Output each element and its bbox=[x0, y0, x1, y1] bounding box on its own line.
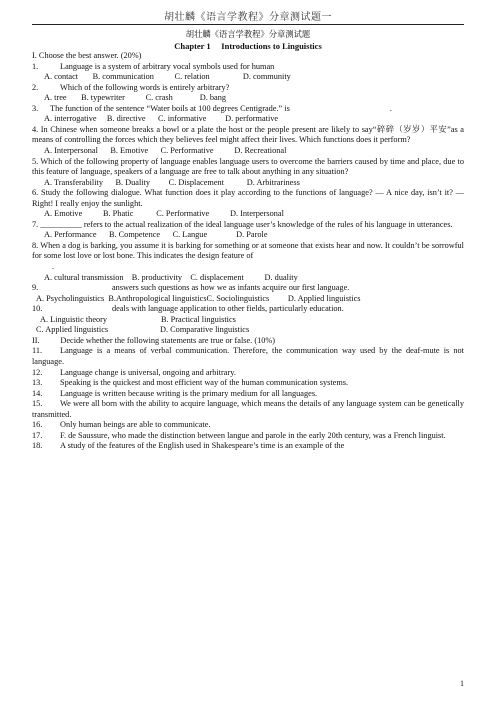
true-false-item bbox=[32, 368, 464, 379]
item-number: 17. bbox=[32, 430, 43, 440]
item-number: 12. bbox=[32, 367, 43, 377]
question-1 bbox=[32, 62, 464, 73]
question-number: 9. bbox=[32, 283, 39, 293]
item-text: Language is written because writing is the primary medium for all languages. bbox=[60, 388, 318, 398]
item-text: We were all born with the ability to acquire language, which means the details of any language system can be genetically transmitted. bbox=[32, 399, 464, 419]
true-false-list bbox=[32, 346, 464, 451]
question-2 bbox=[32, 83, 464, 94]
section-2-heading: II. Decide whether the following statements are true or false. (10%) bbox=[32, 335, 276, 345]
question-1-options: A. contact B. communication C. relation D. community bbox=[44, 72, 291, 82]
question-tail: . bbox=[389, 103, 392, 113]
question-3-options: A. interrogative B. directive C. informative D. performative bbox=[44, 114, 279, 124]
page-body bbox=[32, 30, 464, 452]
running-header: 胡壮麟《语言学教程》分章测试题一 bbox=[164, 12, 332, 23]
item-number: 11. bbox=[32, 346, 43, 356]
question-2-options: A. tree B. typewriter C. crash D. bang bbox=[44, 93, 227, 103]
chapter-heading: Chapter 1 Introductions to Linguistics bbox=[174, 40, 322, 51]
section-1-heading: I. Choose the best answer. (20%) bbox=[32, 51, 142, 61]
page-number: 1 bbox=[460, 679, 464, 688]
document-title: 胡壮麟《语言学教程》分章测试题 bbox=[185, 30, 311, 39]
question-5: 5. Which of the following property of language enables language users to overcome the barriers caused by time and place, due to this feature of language, speakers of a language are free to talk about anything in any situation? bbox=[32, 156, 464, 177]
true-false-item bbox=[32, 346, 464, 367]
true-false-item bbox=[32, 441, 464, 452]
question-8-options: A. cultural transmission B. productivity C. displacement D. duality bbox=[44, 272, 298, 282]
item-text: F. de Saussure, who made the distinction between langue and parole in the early 20th century, was a French linguist. bbox=[60, 430, 446, 440]
question-7: 7. __________ refers to the actual realization of the ideal language user’s knowledge of the rules of his language in utterances. bbox=[32, 219, 453, 229]
true-false-item bbox=[32, 378, 464, 389]
question-8: 8. When a dog is barking, you assume it is barking for something or at someone that exists hear and now. It couldn’t be sorrowful for some lost love or lost bone. This indicates the design feature of bbox=[32, 240, 464, 261]
question-number: 10. bbox=[32, 304, 43, 314]
question-9 bbox=[32, 283, 464, 294]
question-3 bbox=[32, 104, 464, 115]
question-text: answers such questions as how we as infants acquire our first language. bbox=[112, 283, 350, 293]
question-7-options: A. Performance B. Competence C. Langue D. Parole bbox=[44, 230, 268, 240]
question-number: 2. bbox=[32, 82, 39, 92]
question-6-options: A. Emotive B. Phatic C. Performative D. Interpersonal bbox=[44, 209, 284, 219]
item-text: A study of the features of the English used in Shakespeare’s time is an example of the bbox=[60, 441, 345, 451]
item-number: 13. bbox=[32, 378, 43, 388]
question-10 bbox=[32, 304, 464, 315]
question-number: 1. bbox=[32, 61, 39, 71]
question-text: Which of the following words is entirely arbitrary? bbox=[60, 82, 230, 92]
true-false-item bbox=[32, 420, 464, 431]
true-false-item bbox=[32, 431, 464, 442]
question-text: Language is a system of arbitrary vocal symbols used for human bbox=[60, 61, 275, 71]
item-text: Speaking is the quickest and most efficient way of the human communication systems. bbox=[60, 378, 349, 388]
question-10-options-row1: A. Linguistic theory B. Practical linguistics bbox=[40, 314, 236, 324]
true-false-item bbox=[32, 399, 464, 420]
question-8-tail: . bbox=[52, 262, 55, 272]
question-text: The function of the sentence “Water boils at 100 degrees Centigrade.” is bbox=[50, 103, 290, 113]
question-text: deals with language application to other fields, particularly education. bbox=[112, 304, 344, 314]
true-false-item bbox=[32, 389, 464, 400]
item-text: Only human beings are able to communicate. bbox=[60, 420, 211, 430]
item-number: 16. bbox=[32, 420, 43, 430]
question-4-options: A. Interpersonal B. Emotive C. Performative D. Recreational bbox=[44, 146, 287, 156]
question-5-options: A. Transferability B. Duality C. Displacement D. Arbitrariness bbox=[44, 177, 300, 187]
item-number: 15. bbox=[32, 399, 43, 409]
question-6: 6. Study the following dialogue. What function does it play according to the functions of language? — A nice day, isn’t it? — Right! I really enjoy the sunlight. bbox=[32, 188, 464, 208]
question-4: 4. In Chinese when someone breaks a bowl or a plate the host or the people present are likely to say“碎碎（岁岁）平安”as a means of controlling the forces which they believes feel might affect their lives. Which functions does it perform? bbox=[32, 124, 464, 145]
question-10-options-row2: C. Applied linguistics D. Comparative linguistics bbox=[36, 325, 250, 335]
question-9-options: A. Psycholinguistics B.Anthropological linguisticsC. Sociolinguistics D. Applied linguistics bbox=[36, 293, 361, 303]
item-text: Language change is universal, ongoing and arbitrary. bbox=[60, 367, 236, 377]
item-number: 18. bbox=[32, 441, 43, 451]
question-number: 3. bbox=[32, 103, 39, 113]
header-rule bbox=[32, 24, 464, 25]
item-text: Language is a means of verbal communication. Therefore, the communication way used by the deaf-mute is not language. bbox=[32, 346, 464, 366]
item-number: 14. bbox=[32, 388, 43, 398]
